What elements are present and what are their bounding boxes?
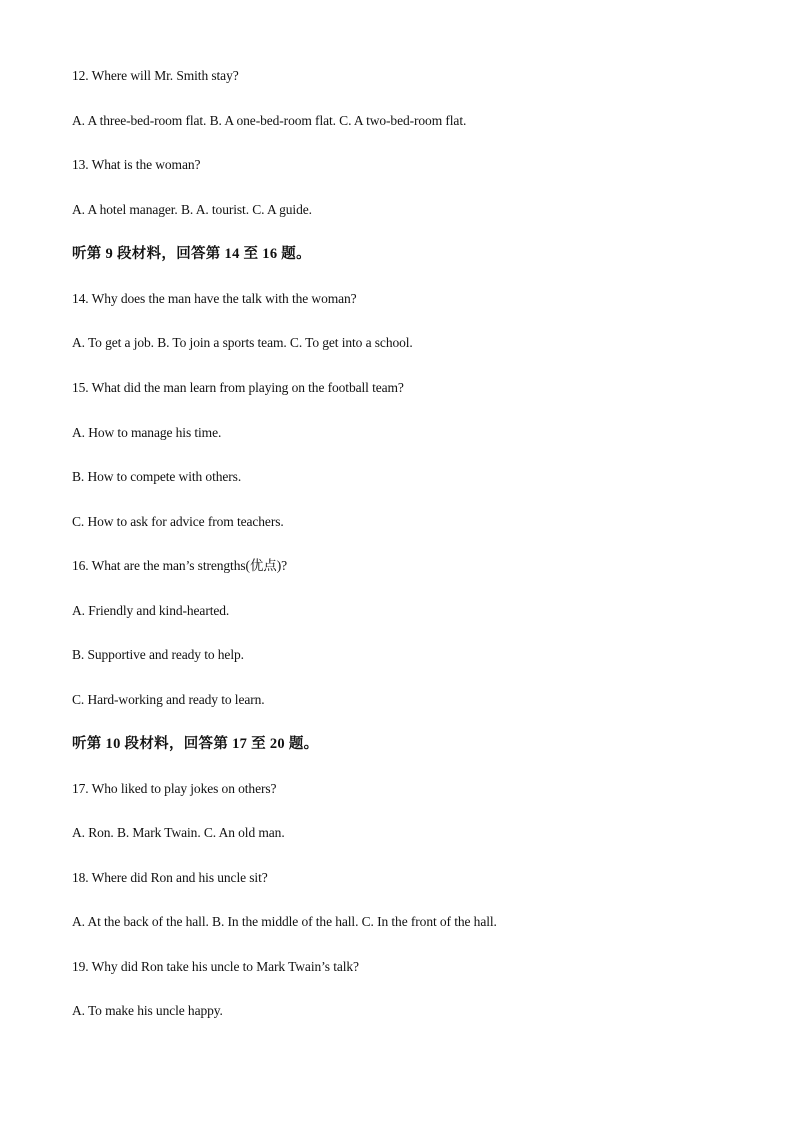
question-15-option-b: B. How to compete with others.	[72, 469, 242, 484]
question-19-option-a: A. To make his uncle happy.	[72, 1003, 223, 1018]
question-16-option-a: A. Friendly and kind-hearted.	[72, 603, 230, 618]
question-14: 14. Why does the man have the talk with the woman?	[72, 291, 357, 306]
question-12: 12. Where will Mr. Smith stay?	[72, 68, 239, 83]
question-15-option-c: C. How to ask for advice from teachers.	[72, 514, 284, 529]
question-12-options: A. A three-bed-room flat. B. A one-bed-room flat. C. A two-bed-room flat.	[72, 113, 467, 128]
question-18: 18. Where did Ron and his uncle sit?	[72, 870, 268, 885]
question-15-option-a: A. How to manage his time.	[72, 425, 222, 440]
question-13: 13. What is the woman?	[72, 157, 201, 172]
section-heading-9: 听第 9 段材料，回答第 14 至 16 题。	[72, 246, 311, 262]
question-16-option-b: B. Supportive and ready to help.	[72, 647, 244, 662]
section-heading-10: 听第 10 段材料，回答第 17 至 20 题。	[72, 736, 319, 752]
question-19: 19. Why did Ron take his uncle to Mark Twain’s talk?	[72, 959, 359, 974]
question-16: 16. What are the man’s strengths(优点)?	[72, 558, 287, 573]
question-17-options: A. Ron. B. Mark Twain. C. An old man.	[72, 825, 285, 840]
question-13-options: A. A hotel manager. B. A. tourist. C. A guide.	[72, 202, 312, 217]
question-17: 17. Who liked to play jokes on others?	[72, 781, 277, 796]
question-16-option-c: C. Hard-working and ready to learn.	[72, 692, 265, 707]
question-15: 15. What did the man learn from playing on the football team?	[72, 380, 404, 395]
question-14-options: A. To get a job. B. To join a sports team. C. To get into a school.	[72, 335, 413, 350]
question-18-options: A. At the back of the hall. B. In the middle of the hall. C. In the front of the hall.	[72, 914, 497, 929]
